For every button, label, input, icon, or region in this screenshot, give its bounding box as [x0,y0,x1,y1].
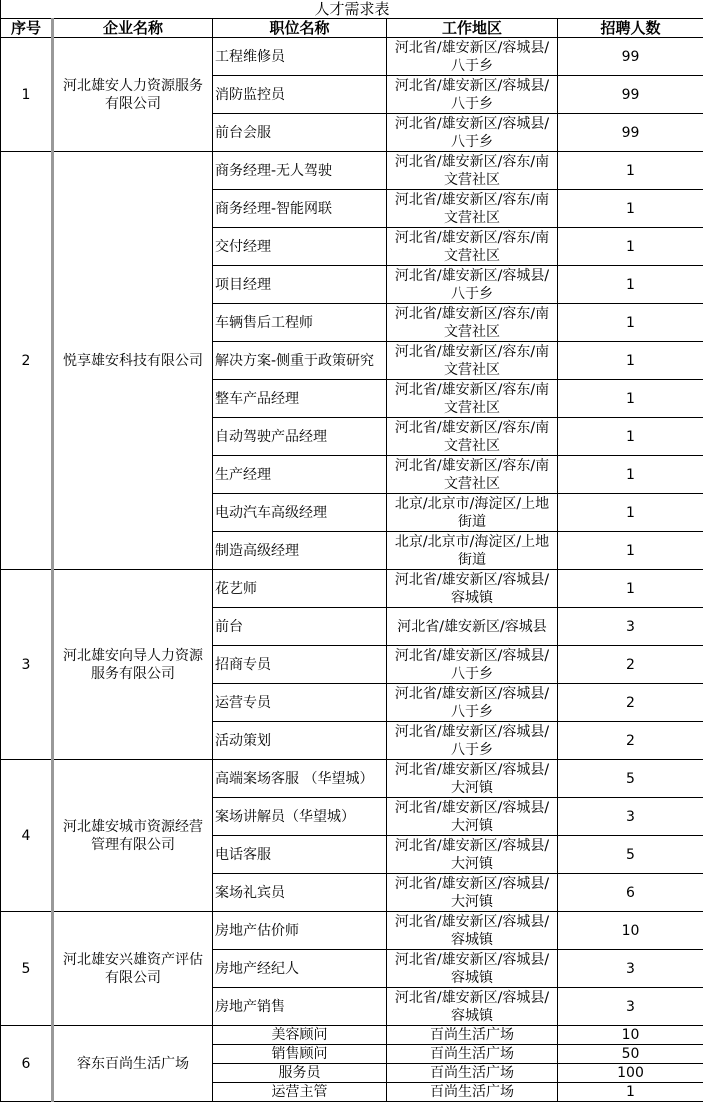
company-name: 悦享雄安科技有限公司 [53,152,213,570]
position-name: 运营专员 [213,684,387,722]
hire-count: 1 [558,190,703,228]
work-location: 河北省/雄安新区/容城县/八于乡 [387,114,558,152]
row-index: 5 [1,912,53,1026]
work-location: 北京/北京市/海淀区/上地街道 [387,494,558,532]
header-position: 职位名称 [213,19,387,38]
table-row [1,38,703,76]
row-index: 3 [1,570,53,760]
position-name: 消防监控员 [213,76,387,114]
row-index: 6 [1,1026,53,1102]
header-company: 企业名称 [53,19,213,38]
work-location: 河北省/雄安新区/容城县/大河镇 [387,874,558,912]
work-location: 河北省/雄安新区/容城县/容城镇 [387,912,558,950]
position-name: 制造高级经理 [213,532,387,570]
hire-count: 1 [558,152,703,190]
position-name: 项目经理 [213,266,387,304]
table-title: 人才需求表 [1,0,703,19]
position-name: 招商专员 [213,646,387,684]
hire-count: 1 [558,304,703,342]
hire-count: 5 [558,760,703,798]
hire-count: 1 [558,532,703,570]
hire-count: 1 [558,342,703,380]
work-location: 河北省/雄安新区/容东/南文营社区 [387,418,558,456]
position-name: 前台会服 [213,114,387,152]
work-location: 河北省/雄安新区/容城县/容城镇 [387,988,558,1026]
work-location: 河北省/雄安新区/容城县/八于乡 [387,646,558,684]
position-name: 运营主管 [213,1083,387,1102]
hire-count: 1 [558,418,703,456]
hire-count: 1 [558,570,703,608]
table-row [1,912,703,950]
position-name: 高端案场客服 （华望城） [213,760,387,798]
header-count: 招聘人数 [558,19,703,38]
company-name: 河北雄安向导人力资源服务有限公司 [53,570,213,760]
work-location: 河北省/雄安新区/容东/南文营社区 [387,380,558,418]
hire-count: 100 [558,1064,703,1083]
position-name: 活动策划 [213,722,387,760]
work-location: 河北省/雄安新区/容城县/八于乡 [387,266,558,304]
work-location: 河北省/雄安新区/容城县/大河镇 [387,798,558,836]
row-index: 2 [1,152,53,570]
header-index: 序号 [1,19,53,38]
position-name: 销售顾问 [213,1045,387,1064]
hire-count: 2 [558,722,703,760]
position-name: 生产经理 [213,456,387,494]
row-index: 4 [1,760,53,912]
company-name: 容东百尚生活广场 [53,1026,213,1102]
position-name: 整车产品经理 [213,380,387,418]
work-location: 河北省/雄安新区/容城县/八于乡 [387,684,558,722]
table-row [1,760,703,798]
hire-count: 5 [558,836,703,874]
position-name: 房地产经纪人 [213,950,387,988]
hire-count: 10 [558,912,703,950]
hire-count: 1 [558,1083,703,1102]
company-name: 河北雄安人力资源服务有限公司 [53,38,213,152]
work-location: 河北省/雄安新区/容东/南文营社区 [387,342,558,380]
work-location: 河北省/雄安新区/容城县/容城镇 [387,570,558,608]
hire-count: 3 [558,950,703,988]
position-name: 商务经理-智能网联 [213,190,387,228]
work-location: 河北省/雄安新区/容城县/容城镇 [387,950,558,988]
table-row [1,570,703,608]
position-name: 电话客服 [213,836,387,874]
row-index: 1 [1,38,53,152]
position-name: 服务员 [213,1064,387,1083]
work-location: 百尚生活广场 [387,1045,558,1064]
hire-count: 50 [558,1045,703,1064]
hire-count: 99 [558,114,703,152]
work-location: 百尚生活广场 [387,1083,558,1102]
table-title-row [1,0,703,19]
table-row [1,1026,703,1045]
hire-count: 1 [558,494,703,532]
position-name: 商务经理-无人驾驶 [213,152,387,190]
company-name: 河北雄安兴雄资产评估有限公司 [53,912,213,1026]
work-location: 河北省/雄安新区/容城县/大河镇 [387,760,558,798]
company-name: 河北雄安城市资源经营管理有限公司 [53,760,213,912]
hire-count: 3 [558,988,703,1026]
work-location: 河北省/雄安新区/容城县/八于乡 [387,722,558,760]
work-location: 河北省/雄安新区/容东/南文营社区 [387,456,558,494]
work-location: 河北省/雄安新区/容城县/八于乡 [387,38,558,76]
hire-count: 3 [558,608,703,646]
position-name: 车辆售后工程师 [213,304,387,342]
hire-count: 2 [558,646,703,684]
table-row [1,152,703,190]
work-location: 河北省/雄安新区/容东/南文营社区 [387,190,558,228]
position-name: 工程维修员 [213,38,387,76]
position-name: 自动驾驶产品经理 [213,418,387,456]
position-name: 解决方案-侧重于政策研究 [213,342,387,380]
work-location: 北京/北京市/海淀区/上地街道 [387,532,558,570]
table-body [1,38,703,1102]
position-name: 案场讲解员（华望城） [213,798,387,836]
work-location: 百尚生活广场 [387,1026,558,1045]
hire-count: 1 [558,456,703,494]
position-name: 电动汽车高级经理 [213,494,387,532]
work-location: 河北省/雄安新区/容东/南文营社区 [387,228,558,266]
work-location: 百尚生活广场 [387,1064,558,1083]
header-row [1,19,703,38]
hire-count: 99 [558,76,703,114]
hire-count: 3 [558,798,703,836]
position-name: 房地产销售 [213,988,387,1026]
hire-count: 1 [558,266,703,304]
hire-count: 6 [558,874,703,912]
header-location: 工作地区 [387,19,558,38]
hire-count: 99 [558,38,703,76]
position-name: 前台 [213,608,387,646]
hire-count: 10 [558,1026,703,1045]
position-name: 花艺师 [213,570,387,608]
position-name: 美容顾问 [213,1026,387,1045]
hire-count: 2 [558,684,703,722]
position-name: 交付经理 [213,228,387,266]
hire-count: 1 [558,380,703,418]
position-name: 房地产估价师 [213,912,387,950]
work-location: 河北省/雄安新区/容东/南文营社区 [387,152,558,190]
position-name: 案场礼宾员 [213,874,387,912]
work-location: 河北省/雄安新区/容东/南文营社区 [387,304,558,342]
work-location: 河北省/雄安新区/容城县/大河镇 [387,836,558,874]
work-location: 河北省/雄安新区/容城县 [387,608,558,646]
work-location: 河北省/雄安新区/容城县/八于乡 [387,76,558,114]
hire-count: 1 [558,228,703,266]
